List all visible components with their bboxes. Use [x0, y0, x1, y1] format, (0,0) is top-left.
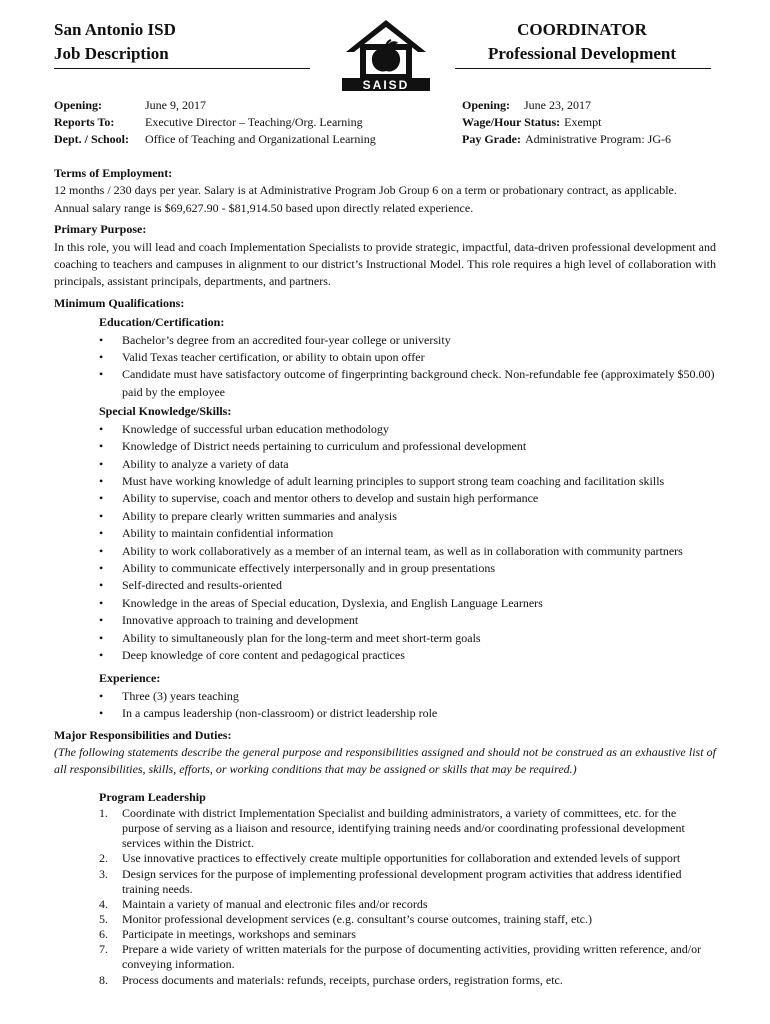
- purpose-heading: Primary Purpose:: [54, 222, 147, 237]
- list-item: • Must have working knowledge of adult learning principles to support strong team coaching and facilitation skills: [99, 473, 716, 490]
- meta-right-wage-status: Wage/Hour Status: Exempt: [462, 115, 602, 129]
- qualifications-heading: Minimum Qualifications:: [54, 295, 185, 310]
- responsibilities-disclaimer: (The following statements describe the general purpose and responsibilities assigned and should not be construed as an exhaustive list of all responsibilities, skills, efforts, or working conditions that may be assigned or skills that may be required.): [54, 745, 716, 777]
- list-item: • Ability to simultaneously plan for the long-term and meet short-term goals: [99, 630, 716, 647]
- document-type: Job Description: [54, 44, 169, 63]
- list-item: 3. Design services for the purpose of implementing professional development program activities that address identified training needs.: [99, 866, 682, 896]
- district-name: San Antonio ISD: [54, 20, 176, 39]
- list-item: 7. Prepare a wide variety of written materials for the purpose of documenting activities, providing written reference, and/or conveying information.: [99, 942, 702, 972]
- list-item: 2. Use innovative practices to effectively create multiple opportunities for collaboration and extended levels of support: [99, 851, 681, 866]
- list-item: • In a campus leadership (non-classroom) or district leadership role: [99, 705, 716, 722]
- list-item: • Ability to maintain confidential information: [99, 525, 716, 542]
- list-item: • Ability to supervise, coach and mentor others to develop and sustain high performance: [99, 490, 716, 507]
- responsibilities-list: [99, 806, 716, 987]
- terms-heading: Terms of Employment:: [54, 166, 173, 180]
- meta-right-opening: Opening: June 23, 2017: [462, 98, 592, 112]
- terms-line-1: 12 months / 230 days per year. Salary is at Administrative Program Job Group 6 on a term or probationary contract, as applicable.: [54, 183, 677, 198]
- meta-right-pay-grade: Pay Grade: Administrative Program: JG-6: [462, 132, 671, 146]
- list-item: • Knowledge of successful urban education methodology: [99, 421, 716, 438]
- list-item: • Knowledge in the areas of Special education, Dyslexia, and English Language Learners: [99, 595, 716, 612]
- list-item: • Ability to analyze a variety of data: [99, 456, 716, 473]
- meta-left-dept-school: Dept. / School: Office of Teaching and Organizational Learning: [54, 132, 376, 146]
- list-item: • Three (3) years teaching: [99, 688, 716, 705]
- experience-heading: Experience:: [99, 671, 161, 686]
- saisd-logo: [336, 14, 436, 92]
- list-item: • Self-directed and results-oriented: [99, 577, 716, 594]
- meta-left-reports-to: Reports To: Executive Director – Teaching/Org. Learning: [54, 115, 363, 129]
- list-item: • Innovative approach to training and development: [99, 612, 716, 629]
- header-rule-left: [54, 68, 310, 69]
- list-item: • Valid Texas teacher certification, or ability to obtain upon offer: [99, 349, 716, 366]
- list-item: 8. Process documents and materials: refunds, receipts, purchase orders, registration forms, etc.: [99, 972, 563, 987]
- header-right: [452, 18, 712, 66]
- program-leadership-section: [99, 789, 716, 988]
- meta-left-opening: Opening: June 9, 2017: [54, 98, 206, 112]
- list-item: • Candidate must have satisfactory outcome of fingerprinting background check. Non-refundable fee (approximately $50.00) paid by the employee: [99, 366, 716, 401]
- skills-heading: Special Knowledge/Skills:: [99, 404, 232, 419]
- list-item: • Knowledge of District needs pertaining to curriculum and professional development: [99, 438, 716, 455]
- meta-left: [54, 97, 376, 148]
- responsibilities-heading: Major Responsibilities and Duties:: [54, 727, 232, 742]
- header-rule-right: [455, 68, 711, 69]
- department-title: Professional Development: [487, 44, 677, 63]
- list-item: 4. Maintain a variety of manual and electronic files and/or records: [99, 896, 428, 911]
- list-item: • Ability to work collaboratively as a member of an internal team, as well as in collaboration with community partners: [99, 543, 716, 560]
- list-item: • Bachelor’s degree from an accredited four-year college or university: [99, 332, 716, 349]
- list-item: • Deep knowledge of core content and pedagogical practices: [99, 647, 716, 664]
- logo-text: SAISD: [362, 78, 410, 92]
- education-section: [99, 314, 716, 722]
- education-heading: Education/Certification:: [99, 315, 225, 330]
- education-list: [99, 332, 716, 402]
- position-title: COORDINATOR: [517, 20, 647, 39]
- header-left: [54, 18, 176, 66]
- document-body: [54, 165, 716, 988]
- experience-list: [99, 688, 716, 723]
- purpose-text: In this role, you will lead and coach Implementation Specialists to provide strategic, impactful, data-driven professional development and coaching to teachers and campuses in alignment to our district’s Instructional Model. This role requires a high level of collaboration with principals, assistant principals, departments, and partners.: [54, 239, 716, 289]
- logo-apple-icon: [372, 49, 400, 72]
- list-item: 6. Participate in meetings, workshops and seminars: [99, 927, 356, 942]
- meta-right: [462, 97, 671, 148]
- list-item: • Ability to prepare clearly written summaries and analysis: [99, 508, 716, 525]
- list-item: • Ability to communicate effectively interpersonally and in group presentations: [99, 560, 716, 577]
- list-item: 1. Coordinate with district Implementation Specialist and building administrators, a variety of committees, etc. for the purpose of serving as a liaison and resource, identifying training needs and/or coordinating professional development services within the District.: [99, 806, 685, 851]
- program-leadership-heading: Program Leadership: [99, 789, 206, 804]
- terms-line-2: Annual salary range is $69,627.90 - $81,914.50 based upon directly related experience.: [54, 200, 474, 215]
- list-item: 5. Monitor professional development services (e.g. consultant’s course outcomes, training staff, etc.): [99, 911, 592, 926]
- skills-list: [99, 421, 716, 665]
